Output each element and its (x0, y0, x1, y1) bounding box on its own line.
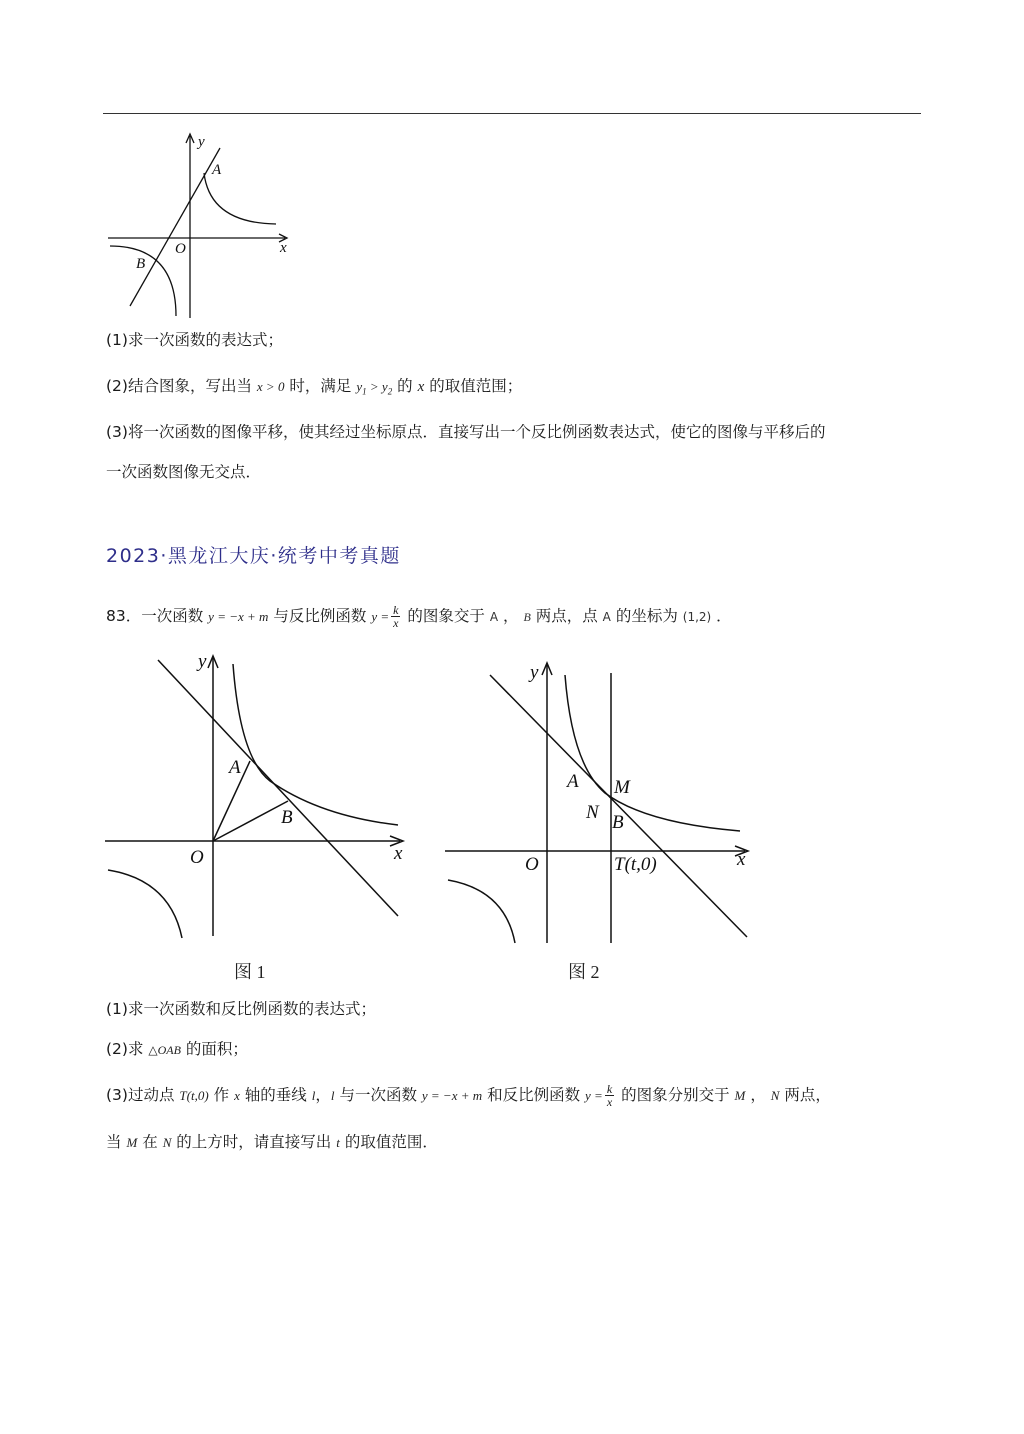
q3-text-2: 作 (213, 1086, 230, 1104)
q3-inverse-fraction: $\frac{k}{x}$ (606, 1082, 613, 1109)
fig2-point-n-label: N (586, 802, 599, 823)
intro-text-5: 两点，点 (535, 607, 598, 625)
q3b-point-m: M (126, 1135, 138, 1150)
prev-fig-point-b-label: B (136, 256, 146, 272)
p83-question-1: (1)求一次函数和反比例函数的表达式； (106, 1000, 376, 1018)
prev-q2-text-a: (2)结合图象，写出当 (106, 377, 252, 395)
q3-text-6: 和反比例函数 (487, 1086, 581, 1104)
q3-point-t: T (179, 1088, 187, 1103)
prev-question-1: (1)求一次函数的表达式； (106, 331, 283, 349)
q3-text-3: 轴的垂线 (244, 1086, 307, 1104)
q3b-text-3: 的上方时，请直接写出 (176, 1133, 332, 1151)
intro-text-4: ， (502, 607, 519, 625)
p83-question-3-line-1 (106, 1083, 831, 1108)
q3b-text-1: 当 (106, 1133, 122, 1151)
q3-linear-function: y = −x + m (421, 1088, 483, 1103)
q3b-point-n: N (162, 1135, 172, 1150)
q3b-text-2: 在 (142, 1133, 158, 1151)
fig1-point-b-label: B (281, 807, 293, 828)
q3-inverse-lhs: y = (585, 1088, 603, 1103)
prev-q2-var-x: x (417, 379, 425, 395)
fig1-y-label: y (198, 651, 207, 672)
problem-83-intro (106, 604, 732, 629)
figure-1-caption: 图 1 (234, 962, 266, 982)
q3-line-l: l (311, 1088, 316, 1103)
prev-problem-figure (100, 128, 300, 320)
prev-fig-origin-label: O (175, 241, 186, 257)
fig1-point-a-label: A (229, 757, 241, 778)
prev-question-3-line-1: (3)将一次函数的图像平移，使其经过坐标原点．直接写出一个反比例函数表达式，使它的图像与平移后的 (106, 423, 826, 441)
prev-fig-y-label: y (198, 134, 205, 150)
intro-inverse-lhs: y = (371, 609, 390, 624)
p83-question-2 (106, 1038, 248, 1061)
fig2-y-label: y (530, 662, 539, 683)
q3-point-n: N (770, 1088, 780, 1103)
q3-text-4: ， (315, 1086, 331, 1104)
prev-fig-x-label: x (280, 240, 287, 256)
fig2-x-label: x (737, 849, 746, 870)
intro-text-6: 的坐标为 (615, 607, 678, 625)
fig1-origin-label: O (190, 847, 204, 868)
fig2-point-a-label: A (567, 771, 579, 792)
intro-linear-function: y = −x + m (208, 609, 269, 624)
q3-t-coordinate: (t,0) (186, 1088, 209, 1103)
p83-question-3-line-2 (106, 1131, 438, 1154)
intro-text-2: 与反比例函数 (273, 607, 367, 625)
fig1-x-label: x (394, 843, 403, 864)
prev-q2-y1: $y_1 > y_2$ (356, 379, 393, 397)
q2-text-b: 的面积； (185, 1040, 248, 1058)
figure-2-caption: 图 2 (568, 962, 600, 982)
figure-2 (440, 655, 760, 950)
q3b-var-t: t (336, 1135, 340, 1150)
prev-q2-condition: x > 0 (256, 379, 285, 394)
section-heading: 2023·黑龙江大庆·统考中考真题 (106, 545, 401, 567)
q2-triangle: △OAB (148, 1043, 181, 1057)
intro-coordinate: (1,2) (682, 610, 712, 624)
intro-text-7: ． (716, 607, 732, 625)
q3b-text-4: 的取值范围． (344, 1133, 438, 1151)
q3-text-8: ， (750, 1086, 766, 1104)
prev-q2-text-b: 时，满足 (289, 377, 352, 395)
q3-x-var: x (234, 1088, 240, 1103)
prev-q2-text-d: 的取值范围； (429, 377, 523, 395)
q3-text-1: (3)过动点 (106, 1086, 175, 1104)
intro-point-a-2: A (602, 610, 611, 624)
q2-text-a: (2)求 (106, 1040, 144, 1058)
intro-text-1: 83．一次函数 (106, 607, 204, 625)
fig2-point-t-label: T(t,0) (614, 854, 657, 875)
fig2-point-m-label: M (614, 777, 630, 798)
q3-text-5: 与一次函数 (339, 1086, 417, 1104)
top-rule (103, 113, 921, 114)
fig2-origin-label: O (525, 854, 539, 875)
q3-text-9: 两点， (784, 1086, 831, 1104)
prev-question-3-line-2: 一次函数图像无交点． (106, 463, 262, 481)
figure-1 (100, 648, 420, 943)
q3-point-m: M (734, 1088, 746, 1103)
q3-line-l-2: l (330, 1088, 335, 1103)
q3-text-7: 的图象分别交于 (621, 1086, 730, 1104)
prev-fig-point-a-label: A (212, 162, 222, 178)
intro-point-b: B (523, 610, 531, 624)
intro-text-3: 的图象交于 (407, 607, 485, 625)
prev-q2-text-c: 的 (397, 377, 413, 395)
prev-question-2 (106, 375, 522, 403)
fig2-point-b-label: B (612, 812, 624, 833)
intro-point-a: A (489, 610, 499, 624)
intro-inverse-fraction: $\frac{k}{x}$ (393, 603, 399, 630)
